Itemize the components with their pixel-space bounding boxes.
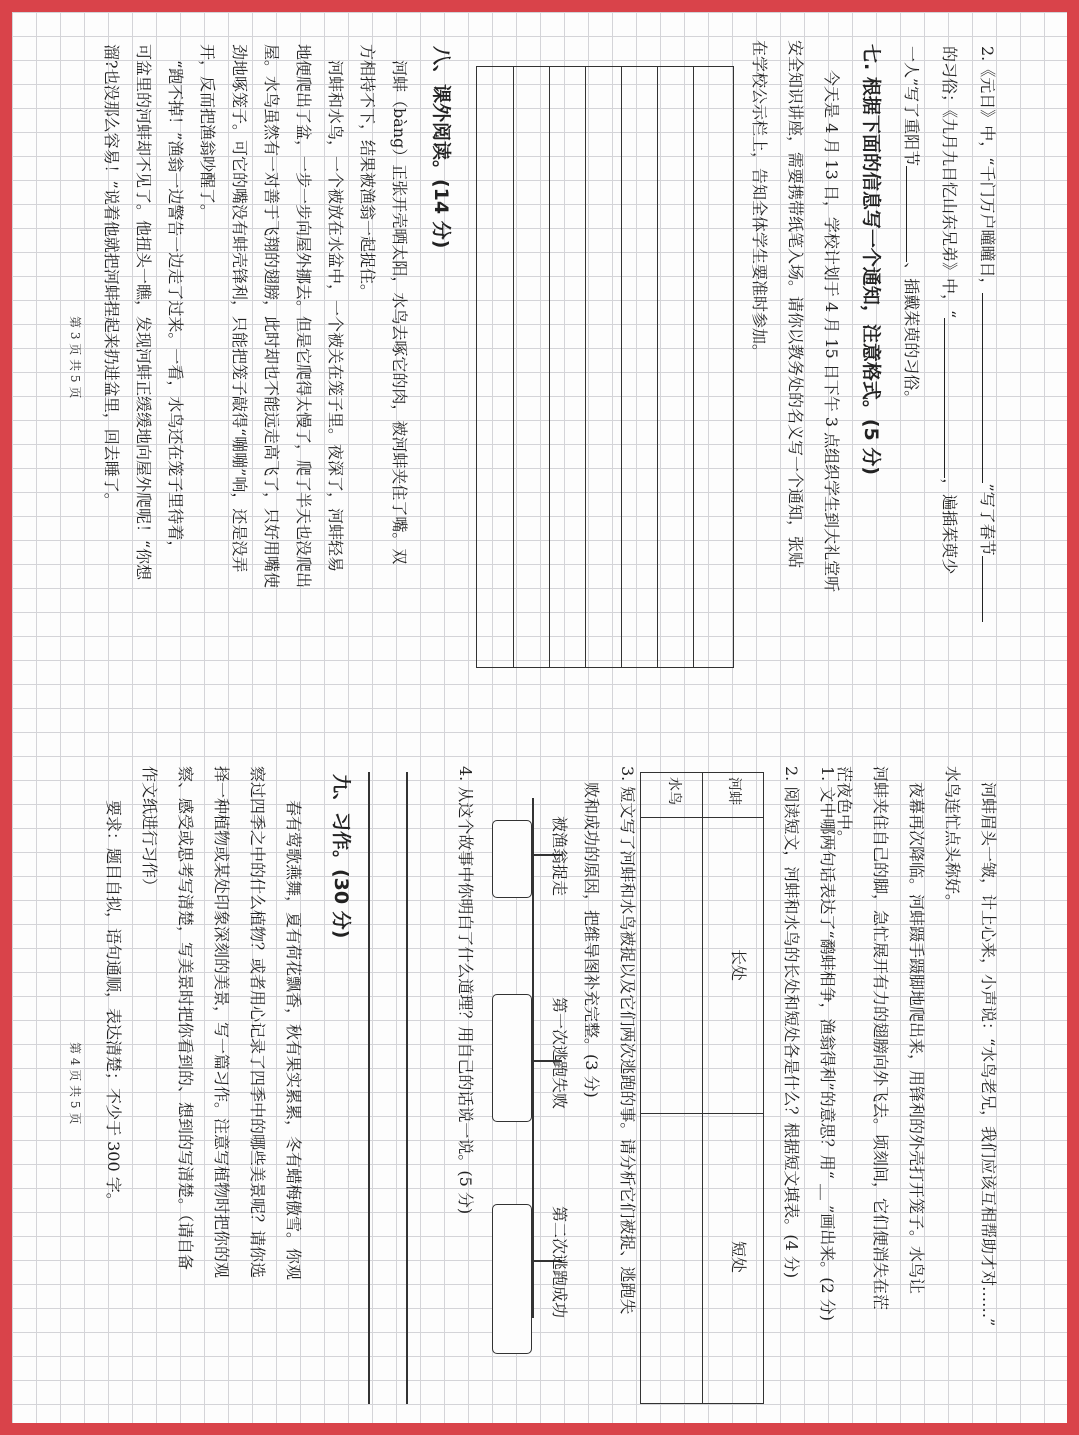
answer-blank[interactable] bbox=[982, 556, 999, 622]
q2-line-1 bbox=[976, 46, 999, 622]
story-line: 河蚌眉头一皱，计上心来，小声说：“水鸟老兄，我们应该互相帮助才对……” bbox=[979, 782, 998, 1327]
exam-sheet bbox=[12, 12, 1067, 1423]
section-9-title: 九、习作。(30 分) bbox=[330, 774, 352, 939]
mindmap-node-label: 被渔翁捉走 bbox=[550, 816, 569, 897]
q2-text-4: ，遍插茱萸少 bbox=[940, 478, 959, 575]
mindmap-node-label: 第二次逃跑成功 bbox=[550, 1206, 569, 1319]
mindmap-node-label: 第一次逃跑失败 bbox=[550, 997, 569, 1110]
question-2: 2. 阅读短文，河蚌和水鸟的长处和短处各是什么？根据短文填表。(4 分) bbox=[782, 766, 801, 1279]
passage-line: 屋。水鸟虽然有一对善于飞翔的翅膀，此时却也不能远走高飞了，只好用嘴使 bbox=[262, 44, 281, 589]
page-4-footer: 第 4 页 共 5 页 bbox=[68, 1042, 82, 1125]
section-7-line: 安全知识讲座，需要携带纸笔入场。请你以教务处的名义写一个通知，张贴 bbox=[786, 40, 805, 569]
mindmap-answer-box[interactable] bbox=[492, 1204, 532, 1354]
q2-text-1: 2.《元日》中，“千门万户曈曈日， bbox=[978, 46, 997, 294]
story-line: 水鸟连忙点头称好。 bbox=[943, 766, 962, 911]
question-1: 1. 文中哪两句话表达了“鹬蚌相争，渔翁得利”的意思？用“ ＿ ”画出来。(2 分) bbox=[818, 766, 837, 1321]
story-line: 河蚌夹住自己的脚，急忙展开有力的翅膀向外飞去。顷刻间，它们便消失在茫 bbox=[871, 766, 890, 1311]
answer-blank[interactable] bbox=[982, 293, 999, 483]
strengths-weaknesses-table bbox=[640, 772, 764, 1404]
story-line: 茫夜色中。 bbox=[835, 766, 854, 847]
passage-line: 可盆里的河蚌却不见了。他扭头一瞧，发现河蚌正缓缓地向屋外爬呢！“你想 bbox=[134, 44, 153, 581]
passage-line: 劲地啄笼子。可它的嘴没有蚌壳锋利，只能把笼子敲得“嘣嘣”响，还是没弄 bbox=[230, 44, 249, 573]
q2-text-6: 、插戴茱萸的习俗。 bbox=[902, 262, 921, 407]
section-7-title: 七. 根据下面的信息写一个通知，注意格式。(5 分) bbox=[860, 44, 882, 476]
table-row-label: 水鸟 bbox=[666, 777, 682, 805]
question-4: 4. 从这个故事中你明白了什么道理？用自己的话说一说。(5 分) bbox=[456, 766, 475, 1215]
passage-line: 河蚌（bàng）正张开壳晒太阳，水鸟去啄它的肉，被河蚌夹住了嘴。双 bbox=[390, 60, 409, 565]
mindmap-answer-box[interactable] bbox=[492, 994, 532, 1122]
essay-prompt-line: 察过四季之中的什么植物？或者用心记录了四季中的哪些美景呢？请你选 bbox=[248, 766, 267, 1279]
answer-blank[interactable] bbox=[906, 166, 923, 262]
passage-line: 溜?也没那么容易！”说着他就把河蚌捏起来扔进盆里，回去睡了。 bbox=[102, 44, 121, 509]
section-7-line: 在学校公示栏上，告知全体学生要准时参加。 bbox=[750, 40, 769, 361]
passage-line: 地便爬出了盆，一步一步向屋外挪去。但是它爬得太慢了，爬了半天也没爬出 bbox=[294, 44, 313, 589]
passage-line: 河蚌和水鸟，一个被放在水盆中，一个被关在笼子里。夜深了，河蚌轻易 bbox=[326, 60, 345, 573]
question-3-line: 3. 短文写了河蚌和水鸟被捉以及它们两次逃跑的事。请分析它们被捉、逃跑失 bbox=[618, 766, 637, 1315]
passage-line: 开，反而把渔翁吵醒了。 bbox=[198, 44, 217, 221]
page-3-footer: 第 3 页 共 5 页 bbox=[68, 316, 82, 399]
table-row-label: 河蚌 bbox=[726, 777, 742, 805]
table-header-weaknesses: 短处 bbox=[729, 1241, 748, 1274]
q2-text-3: 的习俗；《九月九日忆山东兄弟》中，“ bbox=[940, 46, 959, 319]
answer-blank[interactable] bbox=[944, 318, 961, 478]
q2-text-5: 一人”写了重阳节 bbox=[902, 46, 921, 167]
q2-line-3 bbox=[900, 46, 923, 406]
q2-line-2 bbox=[938, 46, 961, 574]
section-7-line: 今天是 4 月 13 日，学校计划于 4 月 15 日下午 3 点组织学生到大礼堂听 bbox=[822, 70, 841, 593]
essay-prompt-line: 择一种植物或某处印象深刻的美景，写一篇习作。注意写植物时把你的观 bbox=[212, 766, 231, 1279]
essay-prompt-line: 察、感受或思考写清楚，写美景时把你看到的、想到的写清楚。（请自备 bbox=[176, 766, 195, 1271]
notice-writing-box[interactable] bbox=[476, 66, 734, 668]
essay-requirement: 要求：题目自拟，语句通顺，表达清楚；不少于 300 字。 bbox=[104, 800, 123, 1209]
story-line: 夜幕再次降临。河蚌蹑手蹑脚地爬出来，用锋利的外壳打开笼子。水鸟让 bbox=[907, 782, 926, 1295]
essay-prompt-line: 春有莺歌燕舞，夏有荷花飘香，秋有果实累累，冬有蜡梅傲雪。你观 bbox=[284, 800, 303, 1281]
essay-prompt-line: 作文纸进行习作） bbox=[140, 766, 159, 895]
answer-line[interactable] bbox=[368, 772, 370, 1404]
mindmap-trunk bbox=[532, 798, 534, 1318]
mindmap-answer-box[interactable] bbox=[492, 820, 532, 898]
answer-line[interactable] bbox=[406, 772, 408, 1404]
q2-text-2: ”写了春节 bbox=[978, 483, 997, 556]
passage-line: 方相持不下，结果被渔翁一起捉住。 bbox=[358, 44, 377, 301]
passage-line: “跑不掉！”渔翁一边警告一边走了过来。一看，水鸟还在笼子里待着， bbox=[166, 60, 185, 557]
question-3-line: 败和成功的原因，把维导图补充完整。(3 分) bbox=[582, 782, 601, 1098]
section-8-title: 八、课外阅读。(14 分) bbox=[430, 46, 452, 249]
table-header-strengths: 长处 bbox=[729, 949, 748, 982]
